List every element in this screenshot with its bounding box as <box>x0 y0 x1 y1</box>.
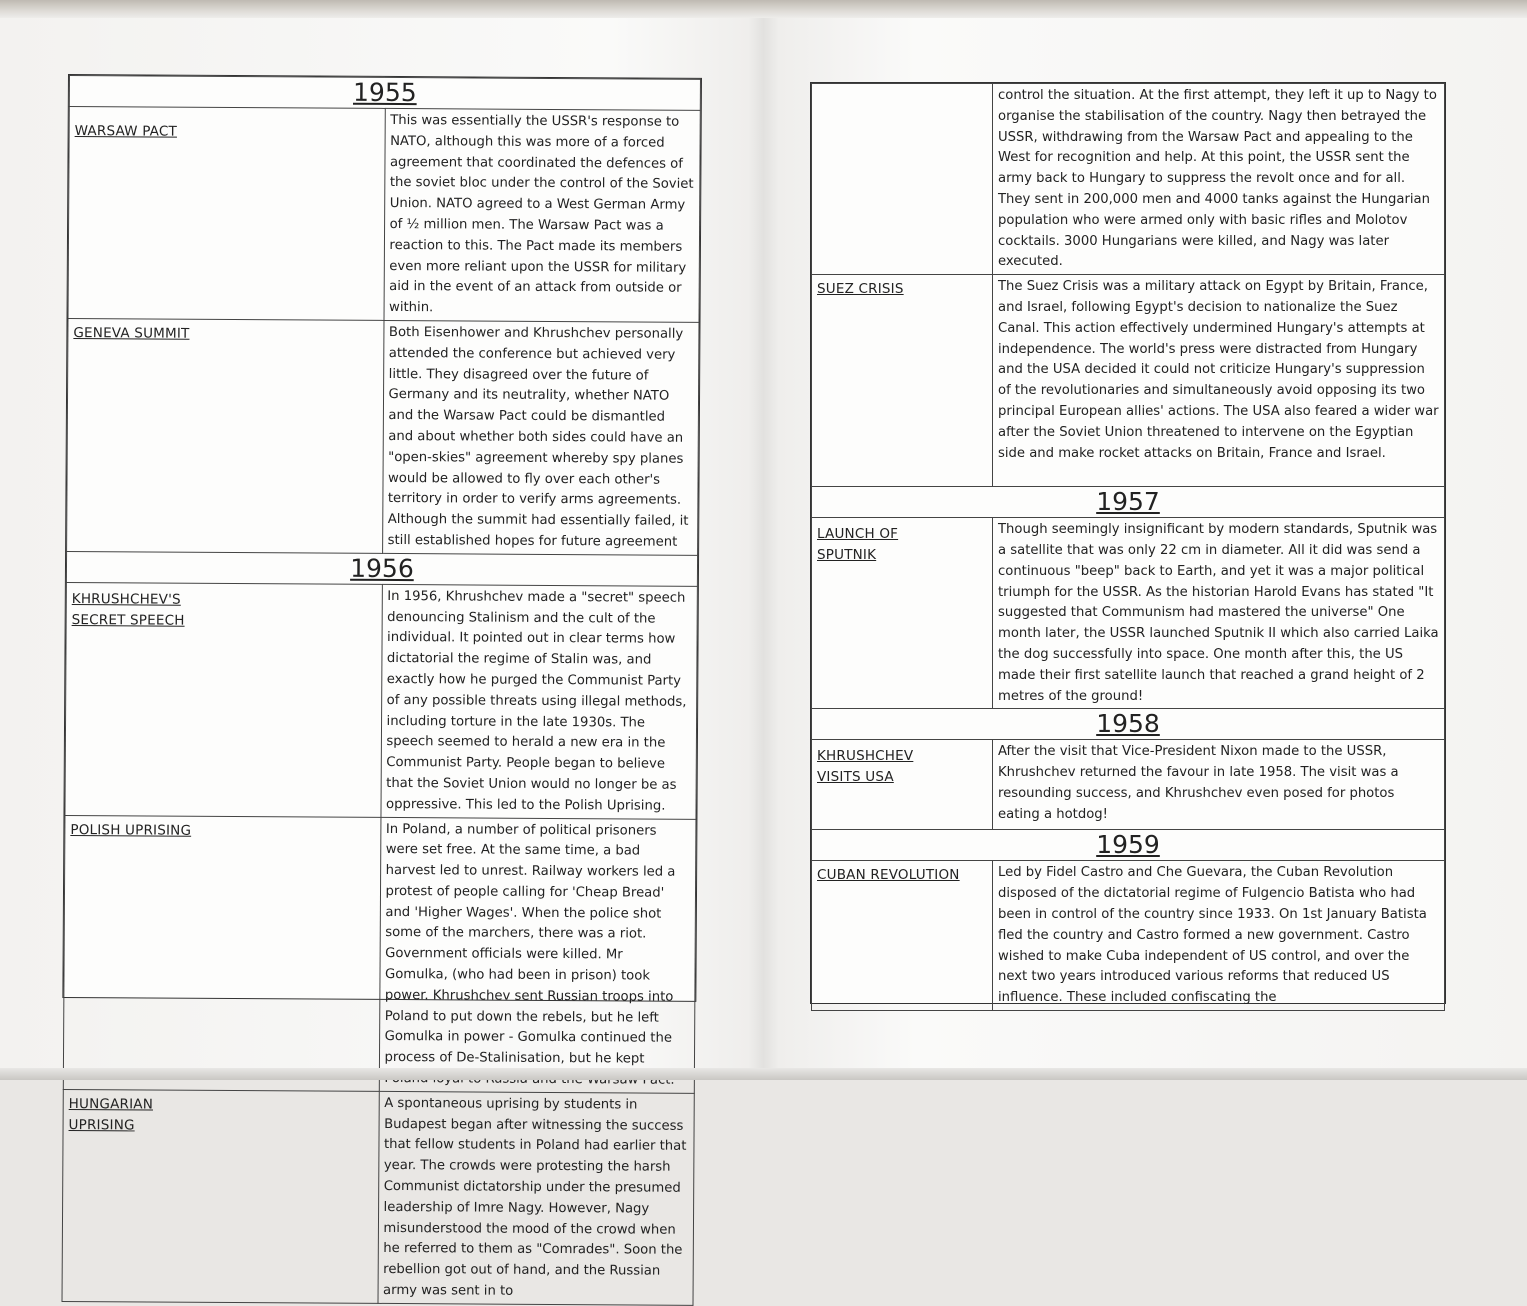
left-page-table <box>62 74 702 1299</box>
event-label-hungarian-cont <box>812 84 993 275</box>
event-text-hungarian-cont: control the situation. At the first attempt, they left it up to Nagy to organise the stabilisation of the country. Nagy then betrayed the USSR, withdrawing from the Warsaw Pact and appealing to the West for recognition and help. At this point, the USSR sent the army back to Hungary to suppress the revolt once and for all. They sent in 200,000 men and 4000 tanks against the Hungarian population who were armed only with basic rifles and Molotov cocktails. 3000 Hungarians were killed, and Nagy was later executed. <box>993 84 1445 275</box>
event-text-hungarian-uprising: A spontaneous uprising by students in Budapest began after witnessing the success that fellow students in Poland had earlier that year. The crowds were protesting the harsh Communist dictatorship under the presumed leadership of Imre Nagy. However, Nagy misunderstood the mood of the crowd when he referred to them as "Comrades". Soon the rebellion got out of hand, and the Russian army was sent in to <box>377 1091 694 1305</box>
scanner-top-edge <box>0 0 1527 18</box>
event-text-cuban-revolution: Led by Fidel Castro and Che Guevara, the Cuban Revolution disposed of the dictatorial regime of Fulgencio Batista who had been in control of the country since 1933. On 1st January Batista fled the country and Castro formed a new government. Castro wished to make Cuba independent of US control, and over the next two years introduced various reforms that reduced US influence. These included confiscating the <box>993 861 1445 1011</box>
event-label-secret-speech: KHRUSHCHEV'S SECRET SPEECH <box>65 582 382 817</box>
event-label-khrushchev-usa: KHRUSHCHEV VISITS USA <box>812 740 993 830</box>
event-text-khrushchev-usa: After the visit that Vice-President Nixon made to the USSR, Khrushchev returned the favour in late 1958. The visit was a resounding success, and Khrushchev even posed for photos eating a hotdog! <box>993 740 1445 830</box>
year-heading-1955: 1955 <box>69 76 700 111</box>
table-row <box>812 861 1445 1011</box>
year-heading-1957: 1957 <box>812 487 1445 518</box>
table-row <box>68 107 700 323</box>
scanner-bottom-edge <box>0 1068 1527 1080</box>
event-text-suez-crisis: The Suez Crisis was a military attack on Egypt by Britain, France, and Israel, following Egypt's decision to nationalize the Suez Canal. This action effectively undermined Hungary's attempts at independence. The world's press were distracted from Hungary and the USA decided it could not criticize Hungary's suppression of the revolutionaries and simultaneously avoid opposing its two principal European allies' actions. The USA also feared a wider war after the Soviet Union threatened to intervene on the Egyptian side and make rocket attacks on Britain, France and Israel. <box>993 275 1445 487</box>
table-row <box>812 518 1445 709</box>
year-heading-1958: 1958 <box>812 709 1445 740</box>
event-text-sputnik: Though seemingly insignificant by modern standards, Sputnik was a satellite that was only 22 cm in diameter. All it did was send a continuous "beep" back to Earth, and yet it was a major political triumph for the USSR. As the historian Harold Evans has stated "It suggested that Communism had mastered the universe" One month later, the USSR launched Sputnik II which also carried Laika the dog successfully into space. One month after this, the US made their first satellite launch that reached a grand height of 2 metres of the ground! <box>993 518 1445 709</box>
event-text-polish-uprising: In Poland, a number of political prisoners were set free. At the same time, a bad harvest led to unrest. Railway workers led a protest of people calling for 'Cheap Bread' and 'Higher Wages'. When the police shot some of the marchers, there was a riot. Government officials were killed. Mr Gomulka, (who had been in prison) took power. Khrushchev sent Russian troops into Poland to put down the rebels, but he left Gomulka in power - Gomulka continued the process of De-Stalinisation, but he kept Pact. <box>379 817 696 1093</box>
year-heading-1956: 1956 <box>66 551 697 586</box>
year-heading-1959: 1959 <box>812 830 1445 861</box>
event-label-polish-uprising: POLISH UPRISING <box>63 815 380 1091</box>
event-label-cuban-revolution: CUBAN REVOLUTION <box>812 861 993 1011</box>
table-row <box>812 84 1445 275</box>
table-row <box>63 815 696 1093</box>
event-label-suez-crisis: SUEZ CRISIS <box>812 275 993 487</box>
table-row <box>812 275 1445 487</box>
table-row <box>62 1089 694 1305</box>
event-label-hungarian-uprising: HUNGARIAN UPRISING <box>62 1089 379 1303</box>
event-text-warsaw-pact: This was essentially the USSR's response to NATO, although this was more of a forced agreement that coordinated the defences of the soviet bloc under the control of the Soviet Union. NATO agreed to a West German Army of ½ million men. The Warsaw Pact was a reaction to this. The Pact made its members even more reliant upon the USSR for military aid in the event of an attack from outside or within. <box>384 108 701 322</box>
event-text-secret-speech: In 1956, Khrushchev made a "secret" speech denouncing Stalinism and the cult of the individual. It pointed out in clear terms how dictatorial the regime of Stalin was, and exactly how he purged the Communist Party of any possible threats using illegal methods, including torture in the late 1930s. The speech seemed to herald a new era in the Communist Party. People began to believe that the Soviet Union would no longer be as oppressive. This led to the Polish Uprising. <box>380 584 697 819</box>
right-page-table <box>810 82 1446 1004</box>
event-label-warsaw-pact: WARSAW PACT <box>68 107 385 321</box>
event-label-geneva-summit: GENEVA SUMMIT <box>67 318 384 553</box>
event-text-geneva-summit: Both Eisenhower and Khrushchev personally attended the conference but achieved very little. They disagreed over the future of Germany and its neutrality, whether NATO and the Warsaw Pact could be dismantled and about whether both sides could have an "open-skies" agreement whereby spy planes would be allowed to fly over each other's territory in order to verify arms agreements. Although the summit had essentially failed, it still established hopes for future agreement <box>382 320 699 555</box>
table-row <box>67 318 699 555</box>
table-row <box>65 582 697 819</box>
table-row <box>812 740 1445 830</box>
event-label-sputnik: LAUNCH OF SPUTNIK <box>812 518 993 709</box>
